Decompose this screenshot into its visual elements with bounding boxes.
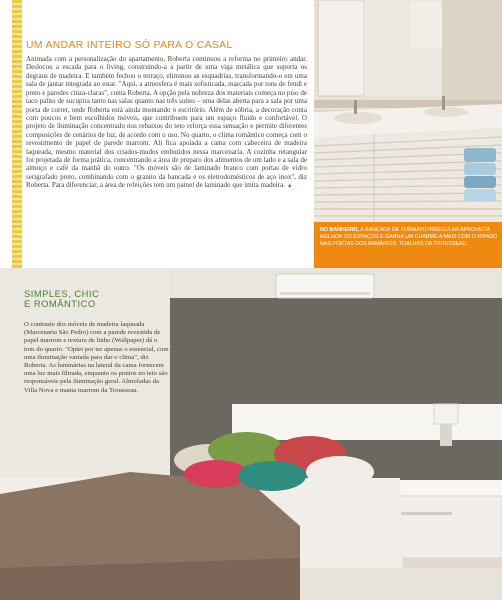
bedroom-illustration	[0, 268, 502, 600]
bathroom-caption-text	[320, 227, 498, 249]
article-body	[26, 55, 307, 191]
article-panel	[0, 0, 314, 268]
article-headline: UM ANDAR INTEIRO SÓ PARA O CASAL	[26, 40, 233, 51]
end-mark-icon: ▲	[286, 183, 293, 190]
article-body-text: Animada com a personalização do apartamento, Roberta continuou a reforma no primeiro andar. Deslocou a escada para o living, construindo-a a partir de uma viga metálica que suporta os degraus de madeira. E também fechou o terraço, eliminou as esquadrias, transformando-o em uma sala de jantar integrada ao estar. "Aqui, a atmosfera é mais sofisticada, marcada por tons de fendi e preto e paredes cinza-claras", conta Roberta. A opção pela nobreza dos materiais começa no piso de taco palito de sucupira tanto nas salas quanto nas três suítes – uma delas aberta para a sala por uma porta de correr, onde Roberta está ainda montando o escritório. Além de sóbria, a decoração conta com poucos e bem escolhidos móveis, que contribuem para um espaço fluido e confortável. O projeto de iluminação concentrado nos rebaixos do teto reforça essa sensação e permite diferentes composições de cenários de luz, de acordo com o uso. No quarto, o clima romântico começa com o revestimento de papel de parede marrom. Ali fica apoiada a cama com cabeceira de madeira laqueada, mesmo material dos criados-mudos embutidos nessa marcenaria. A cozinha retangular foi projetada de forma prática, concentrando a área de preparo dos alimentos de um lado e a sala de almoço e café da manhã do outro. "Os móveis são de laminado branco com portas de vidro serigrafado preto, combinando com o granito da bancada e os eletrodomésticos de aço inox", diz Roberta. Para diferenciar, a área de refeições tem um painel de laminado que imita madeira.	[26, 55, 307, 190]
decorative-stripe	[12, 0, 22, 268]
caption-body: A BANCADA DE FORMATO IRREGULAR APROVEITA MELHOR OS ESPAÇOS E GANHA UM CHARME A MAIS COM O RIPADO NAS PORTAS DOS ARMÁRIOS. TOALHAS DA TROUSSEAU.	[320, 227, 498, 248]
bedroom-title-line-1: SIMPLES, CHIC	[24, 288, 100, 299]
bedroom-caption: O contraste dos móveis de madeira laqueada (Marcenaria São Pedro) com a parede revestida de papel marrom e textura de linho (Wallpaper) dá o tom do quarto. "Optei por ter apenas o essencial, com uma iluminação variada para dar o clima", diz Roberta. As luminárias na lateral da cama fornecem uma luz mais filtrada, enquanto os pontos no teto são responsáveis pela iluminação geral. Almofadas da Villa Nova e manta marrom da Trousseau.	[24, 321, 169, 394]
caption-lead: NO BANHEIRO,	[320, 227, 360, 233]
bedroom-title-line-2: E ROMÂNTICO	[24, 297, 96, 309]
bedroom-photo	[0, 268, 502, 600]
bedroom-title	[24, 289, 164, 308]
bathroom-caption	[314, 222, 502, 268]
